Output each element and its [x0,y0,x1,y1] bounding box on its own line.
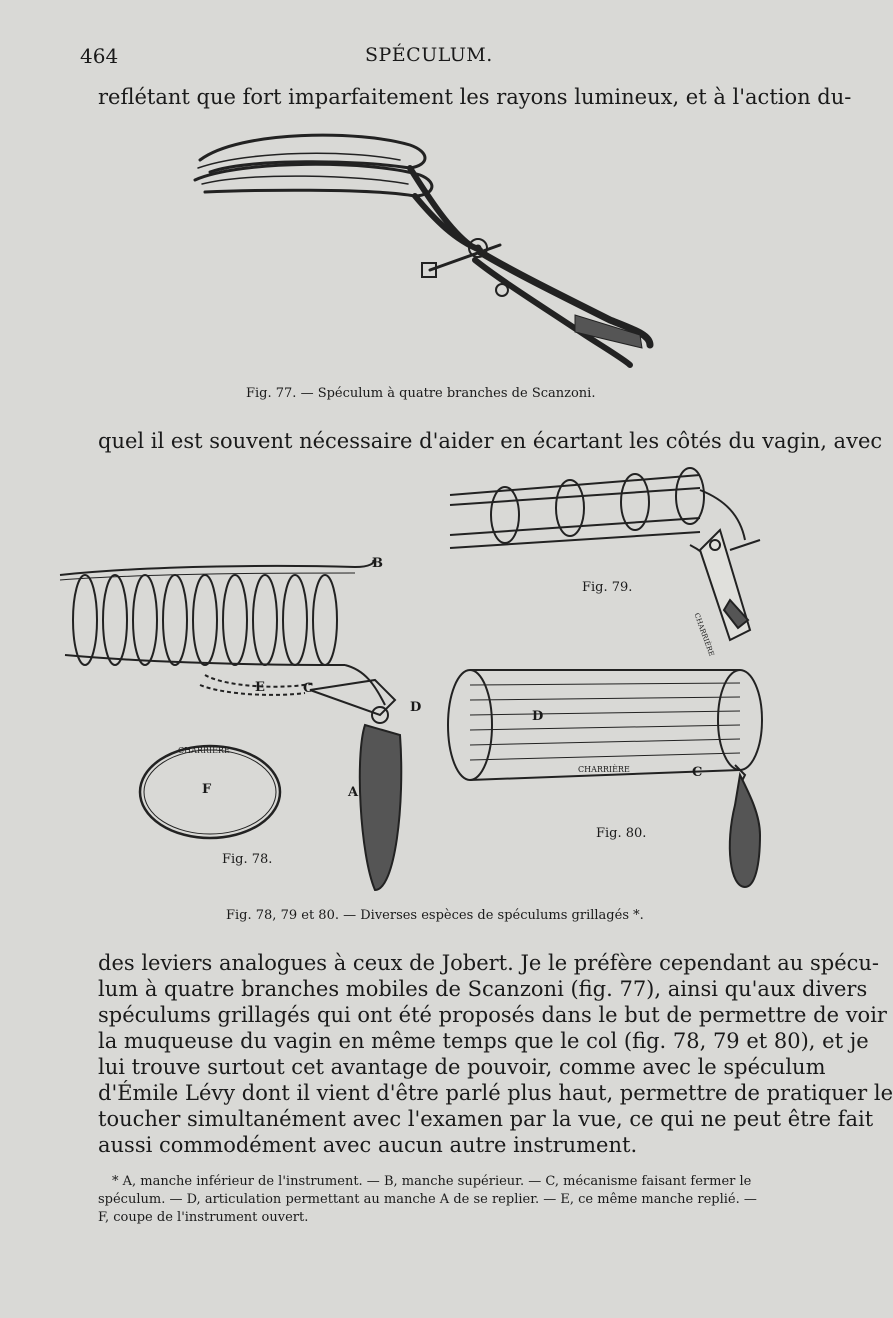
body-line-3: des leviers analogues à ceux de Jobert. Je le préfère cependant au spécu- [98,951,879,975]
fig79-maker: CHARRIÈRE [692,612,716,658]
body-line-7: lui trouve surtout cet avantage de pouvoir, comme avec le spéculum [98,1055,826,1079]
fig78-letter-e: E [255,680,265,695]
running-title: SPÉCULUM. [365,44,493,66]
fig78-letter-b: B [372,556,383,571]
fig77-caption: Fig. 77. — Spéculum à quatre branches de Scanzoni. [246,386,596,401]
fig80-letter-d: D [532,709,544,724]
fig78-oval-maker: CHARRIÈRE [178,746,230,755]
body-line-10: aussi commodément avec aucun autre instrument. [98,1133,638,1157]
body-line-9: toucher simultanément avec l'examen par la vue, ce qui ne peut être fait [98,1107,874,1131]
fig78-label: Fig. 78. [222,852,273,867]
figure-78-coil-speculum [55,555,425,900]
figure-79-wire-speculum [440,460,770,660]
figure-77-scanzoni-speculum [180,120,670,380]
fig78-letter-c: C [303,681,314,696]
footnote-line-1: * A, manche inférieur de l'instrument. — B, manche supérieur. — C, mécanisme faisant fermer le [112,1174,752,1189]
body-line-1: reflétant que fort imparfaitement les rayons lumineux, et à l'action du- [98,85,852,109]
body-line-4: lum à quatre branches mobiles de Scanzoni (fig. 77), ainsi qu'aux divers [98,977,868,1001]
figure-80-cylinder-speculum [440,665,780,895]
fig80-maker: CHARRIÈRE [578,765,630,774]
page-number: 464 [80,44,119,68]
fig80-letter-c: C [692,765,703,780]
fig79-label: Fig. 79. [582,580,633,595]
fig78-letter-a: A [348,785,359,800]
footnote-line-2: spéculum. — D, articulation permettant au manche A de se replier. — E, ce même manche replié. — [98,1192,757,1207]
body-line-2: quel il est souvent nécessaire d'aider en écartant les côtés du vagin, avec [98,429,883,453]
fig78-letter-f: F [202,782,212,797]
body-line-8: d'Émile Lévy dont il vient d'être parlé plus haut, permettre de pratiquer le [98,1081,893,1105]
body-line-5: spéculums grillagés qui ont été proposés dans le but de permettre de voir [98,1003,887,1027]
page-header [80,44,720,74]
footnote-line-3: F, coupe de l'instrument ouvert. [98,1210,309,1225]
fig78-letter-d: D [410,700,422,715]
body-line-6: la muqueuse du vagin en même temps que le col (fig. 78, 79 et 80), et je [98,1029,869,1053]
figs-78-80-caption: Fig. 78, 79 et 80. — Diverses espèces de spéculums grillagés *. [226,908,644,923]
fig80-label: Fig. 80. [596,826,647,841]
